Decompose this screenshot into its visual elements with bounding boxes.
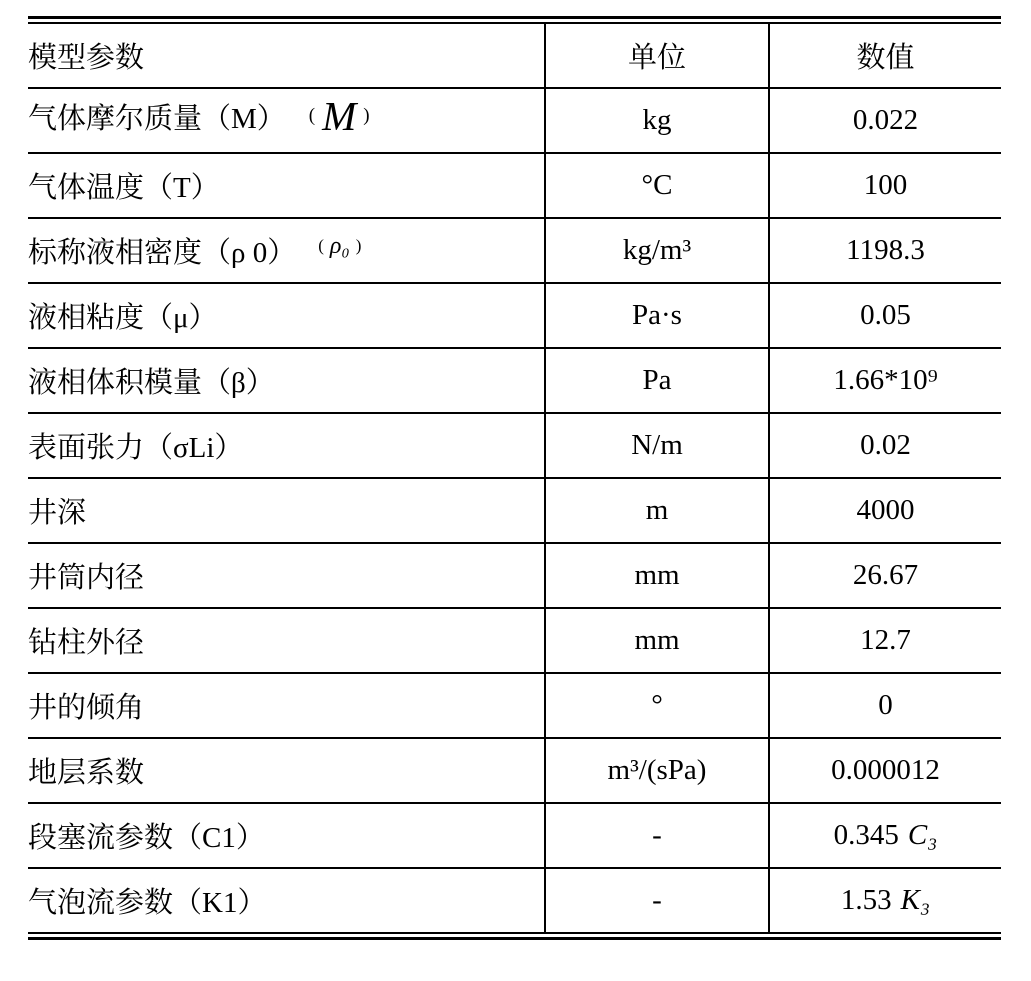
unit-cell: - <box>545 868 769 932</box>
value-number: 1.53 <box>840 884 892 916</box>
param-cell: 段塞流参数（C1） <box>28 822 265 854</box>
value-cell: 100 <box>769 153 1001 218</box>
value-variable-K3: K₃ <box>900 884 931 916</box>
param-cell <box>28 88 545 153</box>
param-cell: 气泡流参数（K1） <box>28 887 267 919</box>
table-row <box>28 348 1001 413</box>
table-row <box>28 283 1001 348</box>
unit-cell: kg/m³ <box>545 218 769 283</box>
value-cell: 12.7 <box>769 608 1001 673</box>
value-cell: 26.67 <box>769 543 1001 608</box>
table-outer-double-rule <box>28 16 1001 940</box>
unit-cell: mm <box>545 543 769 608</box>
value-cell: 0.05 <box>769 283 1001 348</box>
value-cell: 0 <box>769 673 1001 738</box>
param-cell: 液相粘度（μ） <box>28 302 218 334</box>
unit-cell: kg <box>545 88 769 153</box>
equation-paren-open: ( <box>308 105 316 127</box>
equation-variable: M <box>322 93 357 140</box>
unit-cell: ° <box>545 673 769 738</box>
value-cell: 0.000012 <box>769 738 1001 803</box>
header-row <box>28 24 1001 88</box>
value-cell: 4000 <box>769 478 1001 543</box>
value-cell: 1198.3 <box>769 218 1001 283</box>
unit-cell: m <box>545 478 769 543</box>
header-param: 模型参数 <box>28 42 145 74</box>
table-row <box>28 88 1001 153</box>
value-cell <box>769 868 1001 932</box>
equation-paren-close: ) <box>363 105 370 127</box>
value-variable-C3: C₃ <box>907 819 938 851</box>
table-row <box>28 868 1001 932</box>
value-cell <box>769 803 1001 868</box>
inline-equation-M <box>302 92 377 140</box>
param-cell: 地层系数 <box>28 757 145 789</box>
unit-cell: Pa·s <box>545 283 769 348</box>
param-cell: 井筒内径 <box>28 562 145 594</box>
value-cell: 0.022 <box>769 88 1001 153</box>
param-text: 标称液相密度（ρ 0） <box>28 237 297 269</box>
table-row <box>28 803 1001 868</box>
table-row <box>28 218 1001 283</box>
table-row <box>28 413 1001 478</box>
inline-equation-rho0 <box>312 233 367 260</box>
param-cell: 井的倾角 <box>28 692 145 724</box>
param-cell: 钻柱外径 <box>28 627 145 659</box>
unit-cell: N/m <box>545 413 769 478</box>
param-cell <box>28 218 545 283</box>
table-inner-rule <box>28 22 1001 934</box>
param-cell: 液相体积模量（β） <box>28 367 275 399</box>
table-row <box>28 738 1001 803</box>
equation-paren-open: ( <box>318 236 324 256</box>
equation-variable: ρ₀ <box>329 232 350 259</box>
value-cell: 1.66*10⁹ <box>769 348 1001 413</box>
table-row <box>28 543 1001 608</box>
table-row <box>28 673 1001 738</box>
unit-cell: m³/(sPa) <box>545 738 769 803</box>
param-cell: 表面张力（σLi） <box>28 432 244 464</box>
table-row <box>28 478 1001 543</box>
equation-paren-close: ) <box>355 236 362 256</box>
header-unit: 单位 <box>545 24 769 88</box>
value-number: 0.345 <box>833 819 899 851</box>
unit-cell: Pa <box>545 348 769 413</box>
param-text: 气体摩尔质量（M） <box>28 102 286 135</box>
table-row <box>28 608 1001 673</box>
model-parameters-table <box>28 24 1001 932</box>
unit-cell: mm <box>545 608 769 673</box>
header-value: 数值 <box>769 24 1001 88</box>
unit-cell: °C <box>545 153 769 218</box>
param-cell: 井深 <box>28 497 87 529</box>
unit-cell: - <box>545 803 769 868</box>
value-cell: 0.02 <box>769 413 1001 478</box>
param-cell: 气体温度（T） <box>28 172 220 204</box>
table-row <box>28 153 1001 218</box>
